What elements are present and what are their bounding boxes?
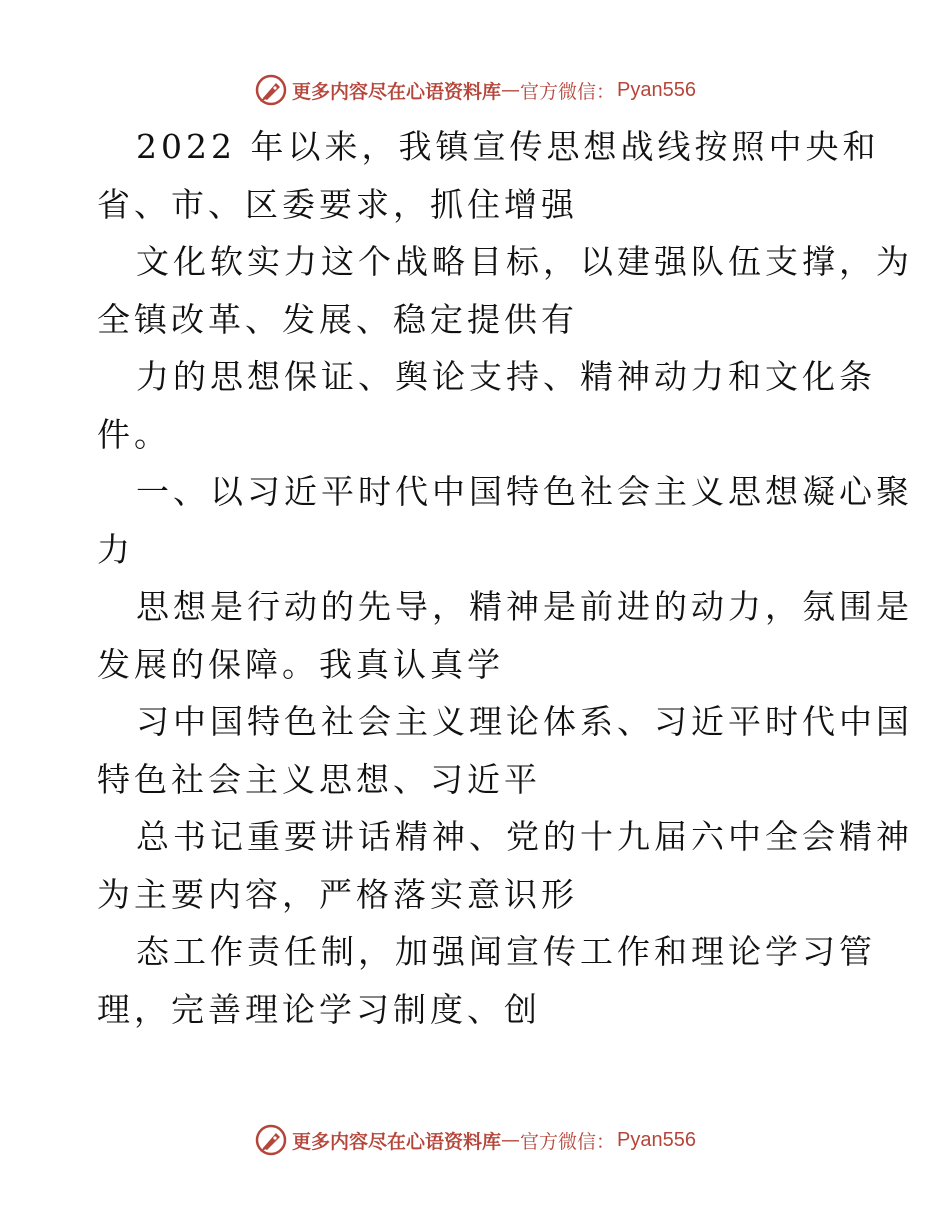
footer-wechat-id: Pyan556 xyxy=(617,1128,696,1151)
text-line: 全镇改革、发展、稳定提供有 xyxy=(97,299,578,339)
text-line: 2022 年以来，我镇宣传思想战线按照中央和 xyxy=(136,127,880,166)
text-line: 理，完善理论学习制度、创 xyxy=(97,989,541,1029)
text-line: 文化软实力这个战略目标，以建强队伍支撑，为 xyxy=(136,242,913,281)
text-line: 思想是行动的先导，精神是前进的动力，氛围是 xyxy=(136,587,913,626)
text-line: 特色社会主义思想、习近平 xyxy=(97,759,541,799)
header-wechat-label: 官方微信： xyxy=(520,80,616,103)
footer-separator: — xyxy=(501,1129,521,1151)
header-separator: — xyxy=(501,79,521,101)
header-brand-text: 更多内容尽在心语资料库 xyxy=(292,80,502,103)
pen-nib-logo-icon xyxy=(254,73,288,107)
footer-wechat-label: 官方微信： xyxy=(520,1130,616,1153)
header-wechat-id: Pyan556 xyxy=(617,78,696,101)
text-line: 为主要内容，严格落实意识形 xyxy=(97,874,578,914)
text-line: 发展的保障。我真认真学 xyxy=(97,644,504,684)
pen-nib-logo-icon xyxy=(254,1123,288,1157)
text-line: 总书记重要讲话精神、党的十九届六中全会精神 xyxy=(136,817,913,856)
text-line: 态工作责任制，加强闻宣传工作和理论学习管 xyxy=(136,932,876,971)
section-heading-continued: 力 xyxy=(97,529,134,569)
footer-watermark xyxy=(0,1120,950,1160)
text-line: 件。 xyxy=(97,414,171,454)
text-line: 省、市、区委要求，抓住增强 xyxy=(97,184,578,224)
header-watermark xyxy=(0,70,950,110)
text-line: 力的思想保证、舆论支持、精神动力和文化条 xyxy=(136,357,876,396)
text-line: 习中国特色社会主义理论体系、习近平时代中国 xyxy=(136,702,913,741)
footer-brand-text: 更多内容尽在心语资料库 xyxy=(292,1130,502,1153)
section-heading: 一、以习近平时代中国特色社会主义思想凝心聚 xyxy=(136,472,913,511)
document-body xyxy=(97,118,913,1038)
